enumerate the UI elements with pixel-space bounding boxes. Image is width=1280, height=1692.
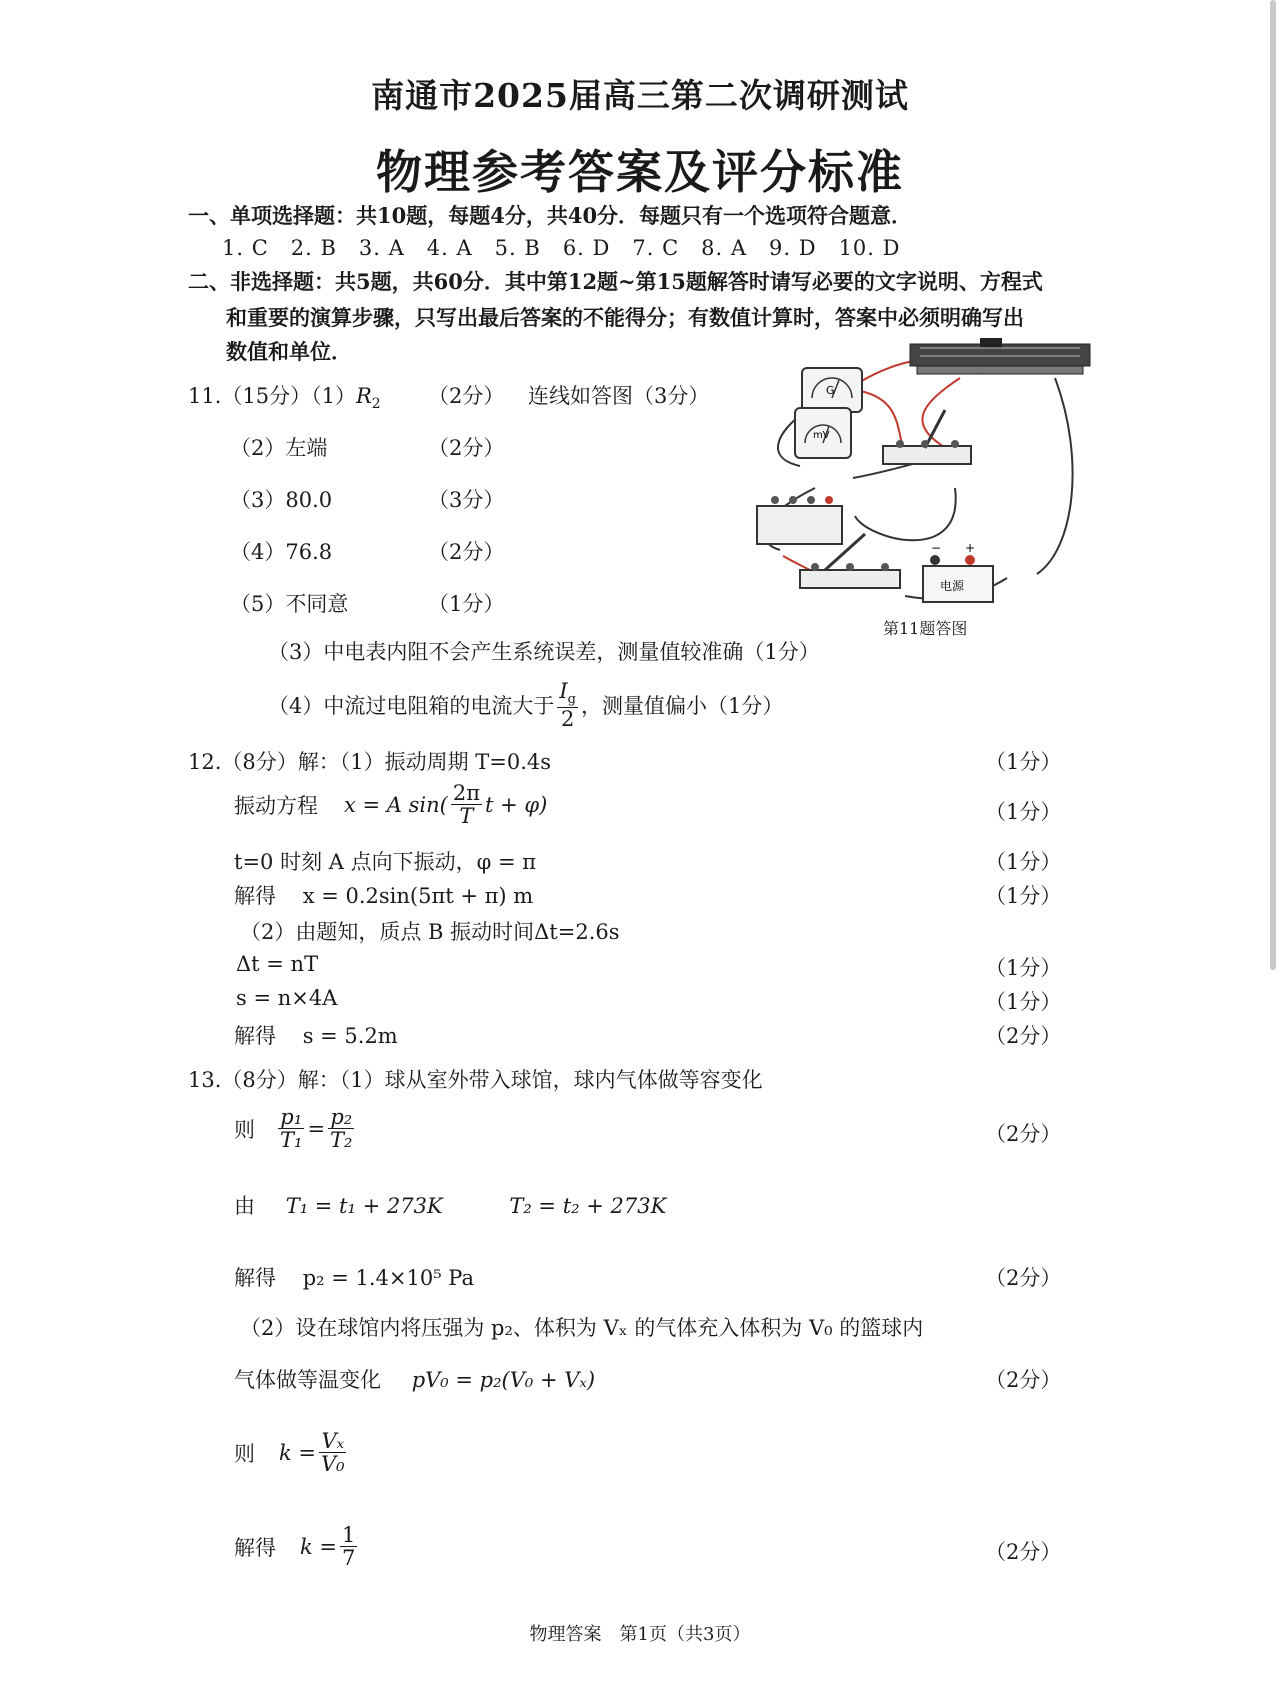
- q13-line5: （2）设在球馆内将压强为 p₂、体积为 Vₓ 的气体充入体积为 V₀ 的篮球内: [240, 1316, 924, 1340]
- q13-line6-eq: pV₀ = p₂(V₀ + Vₓ): [411, 1368, 596, 1392]
- q11-p3-score: （3分）: [428, 488, 505, 512]
- q13-line4: [234, 1262, 474, 1292]
- document-subtitle: 物理参考答案及评分标准: [376, 145, 904, 199]
- figure-caption: 第11题答图: [883, 619, 968, 638]
- q13-line8-prefix: 解得: [234, 1535, 276, 1560]
- frac-p1: p₁: [280, 1105, 303, 1129]
- q11-p1-score: （2分）: [428, 384, 505, 408]
- q11-p5-score: （1分）: [428, 592, 505, 616]
- page-footer: 物理答案 第1页（共3页）: [529, 1624, 751, 1645]
- q11-p3: （3）80.0: [230, 488, 333, 512]
- q11-prefix: 11.（15分）（1）: [188, 384, 356, 408]
- q11-reason2-suffix: ，测量值偏小（1分）: [581, 693, 784, 718]
- section2-heading-line2: 和重要的演算步骤，只写出最后答案的不能得分；有数值计算时，答案中必须明确写出: [226, 305, 1024, 330]
- q11-p4-score: （2分）: [428, 540, 505, 564]
- q13-equals: =: [307, 1116, 326, 1141]
- millivoltmeter-label: mV: [813, 430, 830, 441]
- frac-num-i: I: [559, 679, 568, 703]
- q12-line8: [234, 1020, 398, 1050]
- q12-line7: s = n×4A: [236, 986, 338, 1010]
- section2-heading-line1: 二、非选择题：共5题，共60分．其中第12题~第15题解答时请写必要的文字说明、方程式: [188, 269, 1043, 294]
- q11-answer-sub: 2: [371, 396, 381, 413]
- galvanometer-label: G: [826, 384, 835, 397]
- q12-line3-score: （1分）: [985, 850, 1062, 874]
- power-label: 电源: [940, 579, 965, 593]
- switch-lower: [800, 570, 900, 588]
- q11-p4: （4）76.8: [230, 540, 333, 564]
- q12-line8-eq: s = 5.2m: [302, 1024, 398, 1048]
- fraction-p2-t2: [328, 1106, 354, 1151]
- q11-line1: [188, 380, 381, 412]
- q13-line7-prefix: 则: [234, 1441, 255, 1466]
- frac-v0: V₀: [321, 1452, 345, 1477]
- q12-line1: 12.（8分）解：（1）振动周期 T=0.4s: [188, 750, 552, 774]
- q12-line2-prefix: 振动方程: [234, 793, 318, 818]
- q13-line6-prefix: 气体做等温变化: [234, 1368, 381, 1392]
- q13-line3-eq2: T₂ = t₂ + 273K: [509, 1194, 667, 1218]
- q12-line5: （2）由题知，质点 B 振动时间Δt=2.6s: [240, 920, 620, 944]
- q12-line4-eq: x = 0.2sin(5πt + π) m: [302, 884, 534, 908]
- q12-line8-score: （2分）: [985, 1024, 1062, 1048]
- q12-line6: Δt = nT: [236, 952, 319, 976]
- q13-line6: [234, 1364, 595, 1394]
- q13-line3-prefix: 由: [234, 1194, 255, 1218]
- document-title: 南通市2025届高三第二次调研测试: [371, 76, 909, 115]
- q13-line4-score: （2分）: [985, 1266, 1062, 1290]
- q13-line4-eq: p₂ = 1.4×10⁵ Pa: [302, 1266, 475, 1290]
- q12-line7-score: （1分）: [985, 990, 1062, 1014]
- q11-p2: （2）左端: [230, 436, 328, 460]
- q11-figure-note: 连线如答图（3分）: [528, 384, 710, 408]
- q12-line8-prefix: 解得: [234, 1024, 276, 1048]
- q11-reason1: （3）中电表内阻不会产生系统误差，测量值较准确（1分）: [268, 640, 820, 664]
- q12-line4-score: （1分）: [985, 884, 1062, 908]
- fraction-2pi-over-t: [451, 782, 482, 827]
- q13-line6-score: （2分）: [985, 1368, 1062, 1392]
- q12-line3: t=0 时刻 A 点向下振动，φ = π: [234, 850, 537, 874]
- q12-line1-score: （1分）: [985, 750, 1062, 774]
- fraction-1-over-7: [340, 1524, 357, 1569]
- section1-answers: 1. C 2. B 3. A 4. A 5. B 6. D 7. C 8. A 9. D 10. D: [222, 236, 901, 260]
- switch-upper: [883, 446, 971, 464]
- q13-line3: [234, 1190, 666, 1220]
- frac-t1: T₁: [280, 1128, 303, 1153]
- q11-reason2: [268, 680, 783, 730]
- q11-answer: R: [355, 384, 372, 408]
- frac-t: T: [459, 804, 474, 829]
- q13-line7-lhs: k =: [279, 1440, 316, 1465]
- frac-num-sub: g: [567, 692, 576, 708]
- circuit-diagram: [755, 338, 1105, 638]
- fraction-vx-v0: [319, 1430, 347, 1475]
- q12-line6-score: （1分）: [985, 956, 1062, 980]
- frac-7: 7: [342, 1546, 356, 1571]
- q13-line2: [234, 1106, 357, 1151]
- frac-vx: Vₓ: [321, 1429, 345, 1453]
- plus-label: +: [965, 541, 976, 555]
- q13-line8-lhs: k =: [300, 1534, 337, 1559]
- frac-t2: T₂: [330, 1128, 353, 1153]
- q11-reason2-prefix: （4）中流过电阻箱的电流大于: [268, 693, 555, 718]
- q12-line4-prefix: 解得: [234, 884, 276, 908]
- q13-line7: [234, 1430, 350, 1475]
- q13-line2-prefix: 则: [234, 1117, 255, 1142]
- q13-line8: [234, 1524, 360, 1569]
- section2-heading-line3: 数值和单位．: [226, 339, 352, 364]
- q12-eq-a: x = A sin(: [344, 792, 448, 817]
- q13-line3-eq1: T₁ = t₁ + 273K: [285, 1194, 443, 1218]
- resistance-box: [757, 506, 842, 544]
- q12-eq-b: t + φ): [485, 792, 548, 817]
- q13-line8-score: （2分）: [985, 1540, 1062, 1564]
- q13-line4-prefix: 解得: [234, 1266, 276, 1290]
- q12-line4: [234, 880, 533, 910]
- q11-p5: （5）不同意: [230, 592, 349, 616]
- frac-den: 2: [561, 706, 575, 731]
- q13-line1: 13.（8分）解：（1）球从室外带入球馆，球内气体做等容变化: [188, 1068, 763, 1092]
- fraction-ig-over-2: [557, 680, 578, 730]
- fraction-p1-t1: [278, 1106, 304, 1151]
- section1-heading: 一、单项选择题：共10题，每题4分，共40分．每题只有一个选项符合题意．: [188, 203, 913, 228]
- q11-p2-score: （2分）: [428, 436, 505, 460]
- q12-line2-score: （1分）: [985, 800, 1062, 824]
- frac-p2: p₂: [330, 1105, 353, 1129]
- minus-label: −: [931, 541, 942, 555]
- frac-2pi: 2π: [452, 781, 481, 805]
- q13-line2-score: （2分）: [985, 1122, 1062, 1146]
- q12-line2: [234, 782, 547, 827]
- frac-1: 1: [342, 1523, 356, 1547]
